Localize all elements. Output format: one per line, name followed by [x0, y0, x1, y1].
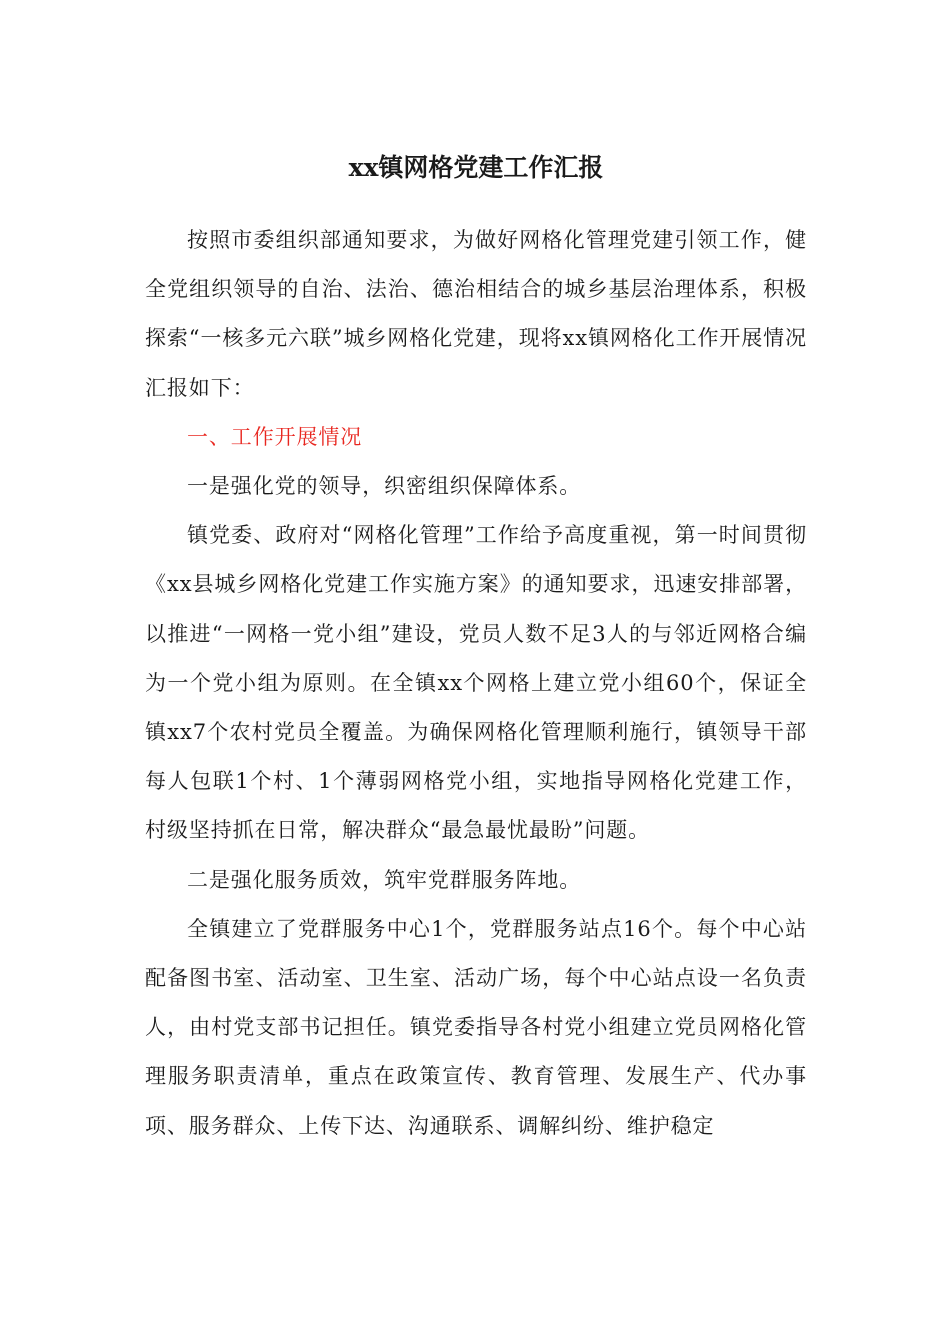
- section-heading: 一、工作开展情况: [187, 424, 363, 449]
- body-paragraph: 全镇建立了党群服务中心1个，党群服务站点16个。每个中心站配备图书室、活动室、卫生室、活动广场，每个中心站点设一名负责人，由村党支部书记担任。镇党委指导各村党小组建立党员网格化管理服务职责清单，重点在政策宣传、教育管理、发展生产、代办事项、服务群众、上传下达、沟通联系、调解纠纷、维护稳定: [145, 916, 807, 1138]
- intro-paragraph: 按照市委组织部通知要求，为做好网格化管理党建引领工作，健全党组织领导的自治、法治、德治相结合的城乡基层治理体系，积极探索“一核多元六联”城乡网格化党建，现将xx镇网格化工作开展情况汇报如下：: [145, 228, 807, 400]
- body-paragraph: 镇党委、政府对“网格化管理”工作给予高度重视，第一时间贯彻《xx县城乡网格化党建工作实施方案》的通知要求，迅速安排部署，以推进“一网格一党小组”建设，党员人数不足3人的与邻近网格合编为一个党小组为原则。在全镇xx个网格上建立党小组60个，保证全镇xx7个农村党员全覆盖。为确保网格化管理顺利施行，镇领导干部每人包联1个村、1个薄弱网格党小组，实地指导网格化党建工作，村级坚持抓在日常，解决群众“最急最忧最盼”问题。: [145, 523, 807, 843]
- subheading-paragraph: 二是强化服务质效，筑牢党群服务阵地。: [187, 867, 582, 892]
- subheading-paragraph: 一是强化党的领导，织密组织保障体系。: [187, 474, 582, 499]
- document-page: [145, 0, 807, 1344]
- document-body: [145, 216, 807, 1151]
- document-title: xx镇网格党建工作汇报: [348, 153, 604, 182]
